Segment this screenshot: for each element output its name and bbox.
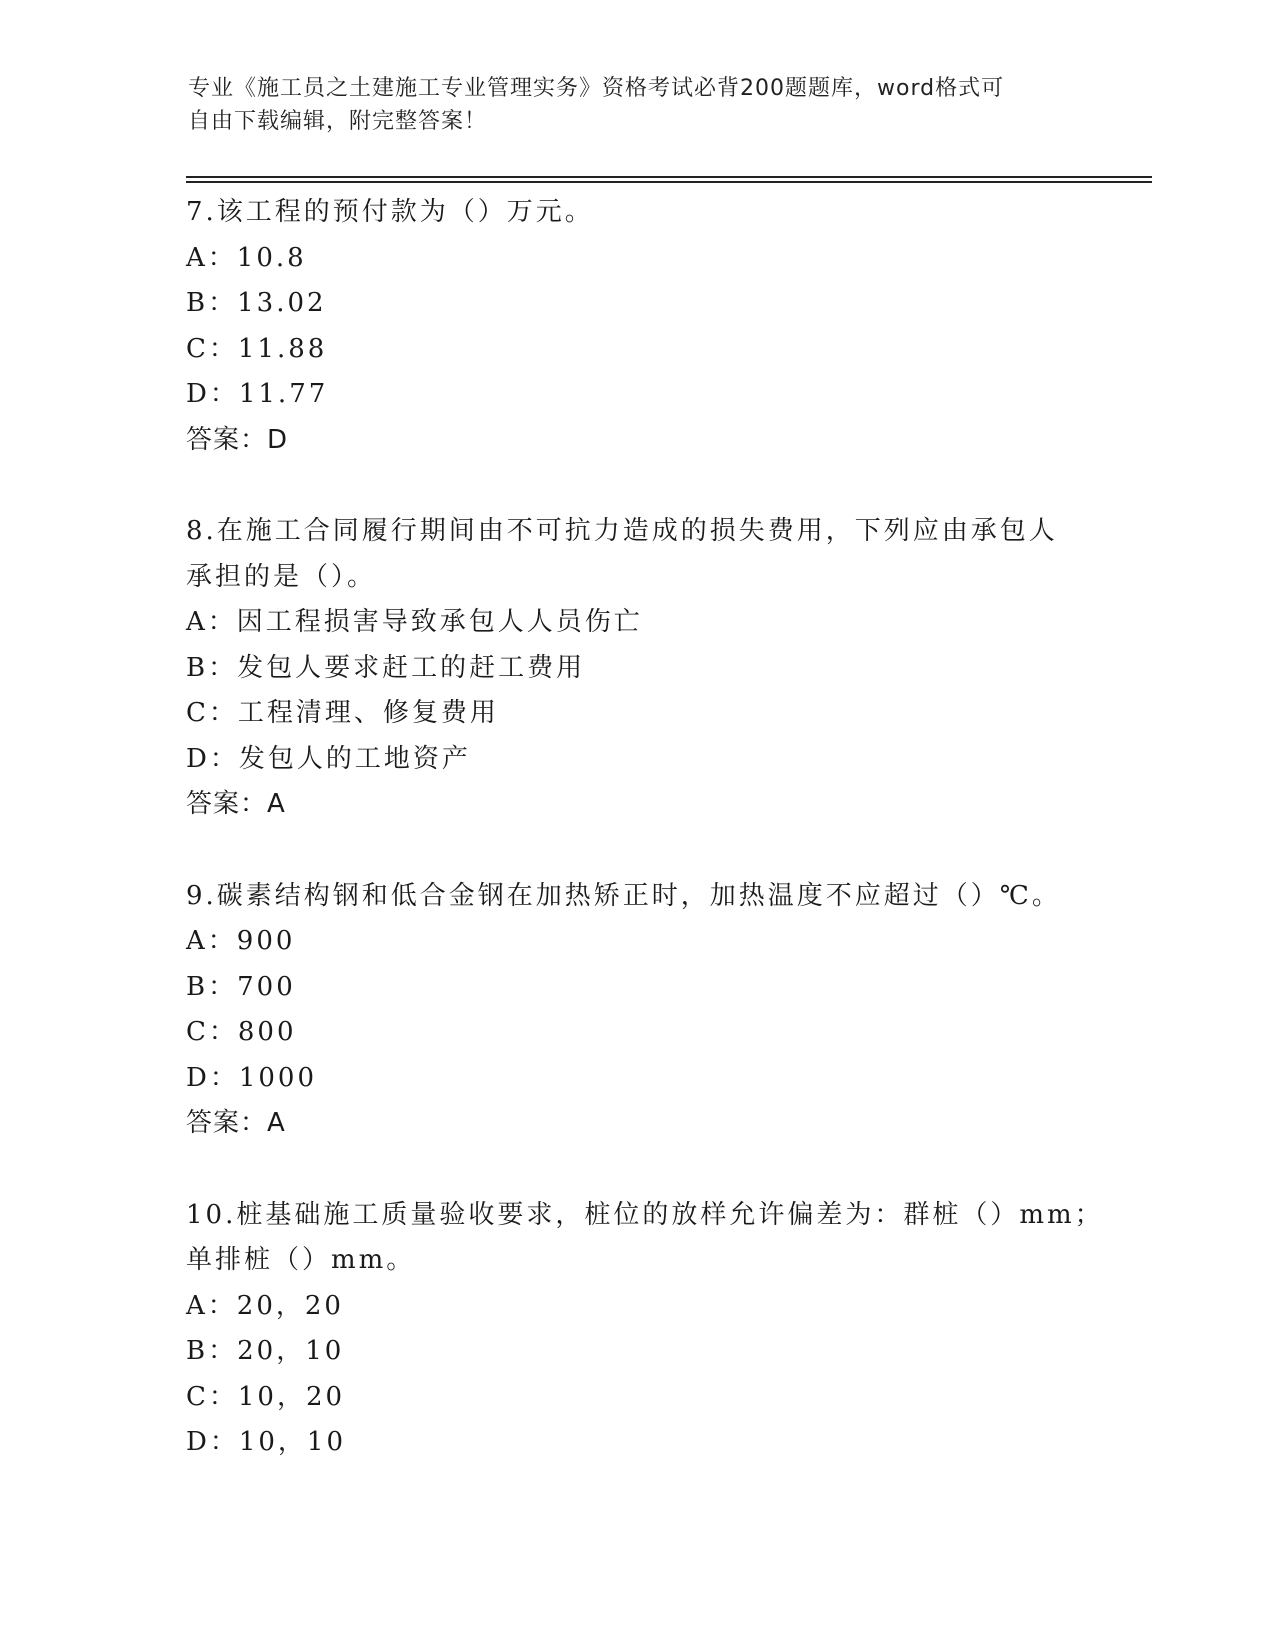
question-stem: 7.该工程的预付款为（）万元。 [186,197,594,227]
answer-line: 答案：D [186,424,289,455]
option-d: D：11.77 [186,379,329,409]
option-b: B：发包人要求赶工的赶工费用 [186,652,586,683]
option-c: C：11.88 [186,333,328,364]
question-stem-line-1: 10.桩基础施工质量验收要求，桩位的放样允许偏差为：群桩（）mm； [186,1199,1104,1230]
option-a: A：20，20 [186,1290,344,1321]
question-10 [186,1193,1146,1466]
question-stem: 9.碳素结构钢和低合金钢在加热矫正时，加热温度不应超过（）℃。 [186,880,1061,911]
question-9 [186,874,1146,1147]
option-a: A：10.8 [186,242,307,273]
question-8 [186,509,1146,828]
option-c: C：800 [186,1017,297,1047]
option-a: A：因工程损害导致承包人人员伤亡 [186,607,643,637]
question-spacer [186,1147,1146,1193]
header-title-line-1: 专业《施工员之土建施工专业管理实务》资格考试必背200题题库，word格式可 [188,76,1005,101]
question-7 [186,190,1146,463]
header-title-line-2: 自由下载编辑，附完整答案！ [188,109,488,134]
answer-line: 答案：A [186,1108,286,1138]
question-stem-line-1: 8.在施工合同履行期间由不可抗力造成的损失费用，下列应由承包人 [186,516,1058,546]
option-d: D：发包人的工地资产 [186,743,471,774]
option-b: B：13.02 [186,288,327,318]
document-header [188,72,1088,138]
option-c: C：10，20 [186,1381,346,1412]
option-d: D：10，10 [186,1427,347,1457]
question-spacer [186,828,1146,874]
option-a: A：900 [186,926,296,956]
answer-line: 答案：A [186,789,286,819]
question-spacer [186,463,1146,509]
question-stem-line-2: 单排桩（）mm。 [186,1245,416,1275]
option-b: B：700 [186,971,296,1002]
option-d: D：1000 [186,1062,318,1093]
header-divider-bottom [186,181,1152,183]
question-list [186,190,1146,1466]
header-divider-top [186,176,1152,178]
option-c: C：工程清理、修复费用 [186,698,499,728]
question-stem-line-2: 承担的是（）。 [186,561,377,592]
option-b: B：20，10 [186,1336,345,1366]
